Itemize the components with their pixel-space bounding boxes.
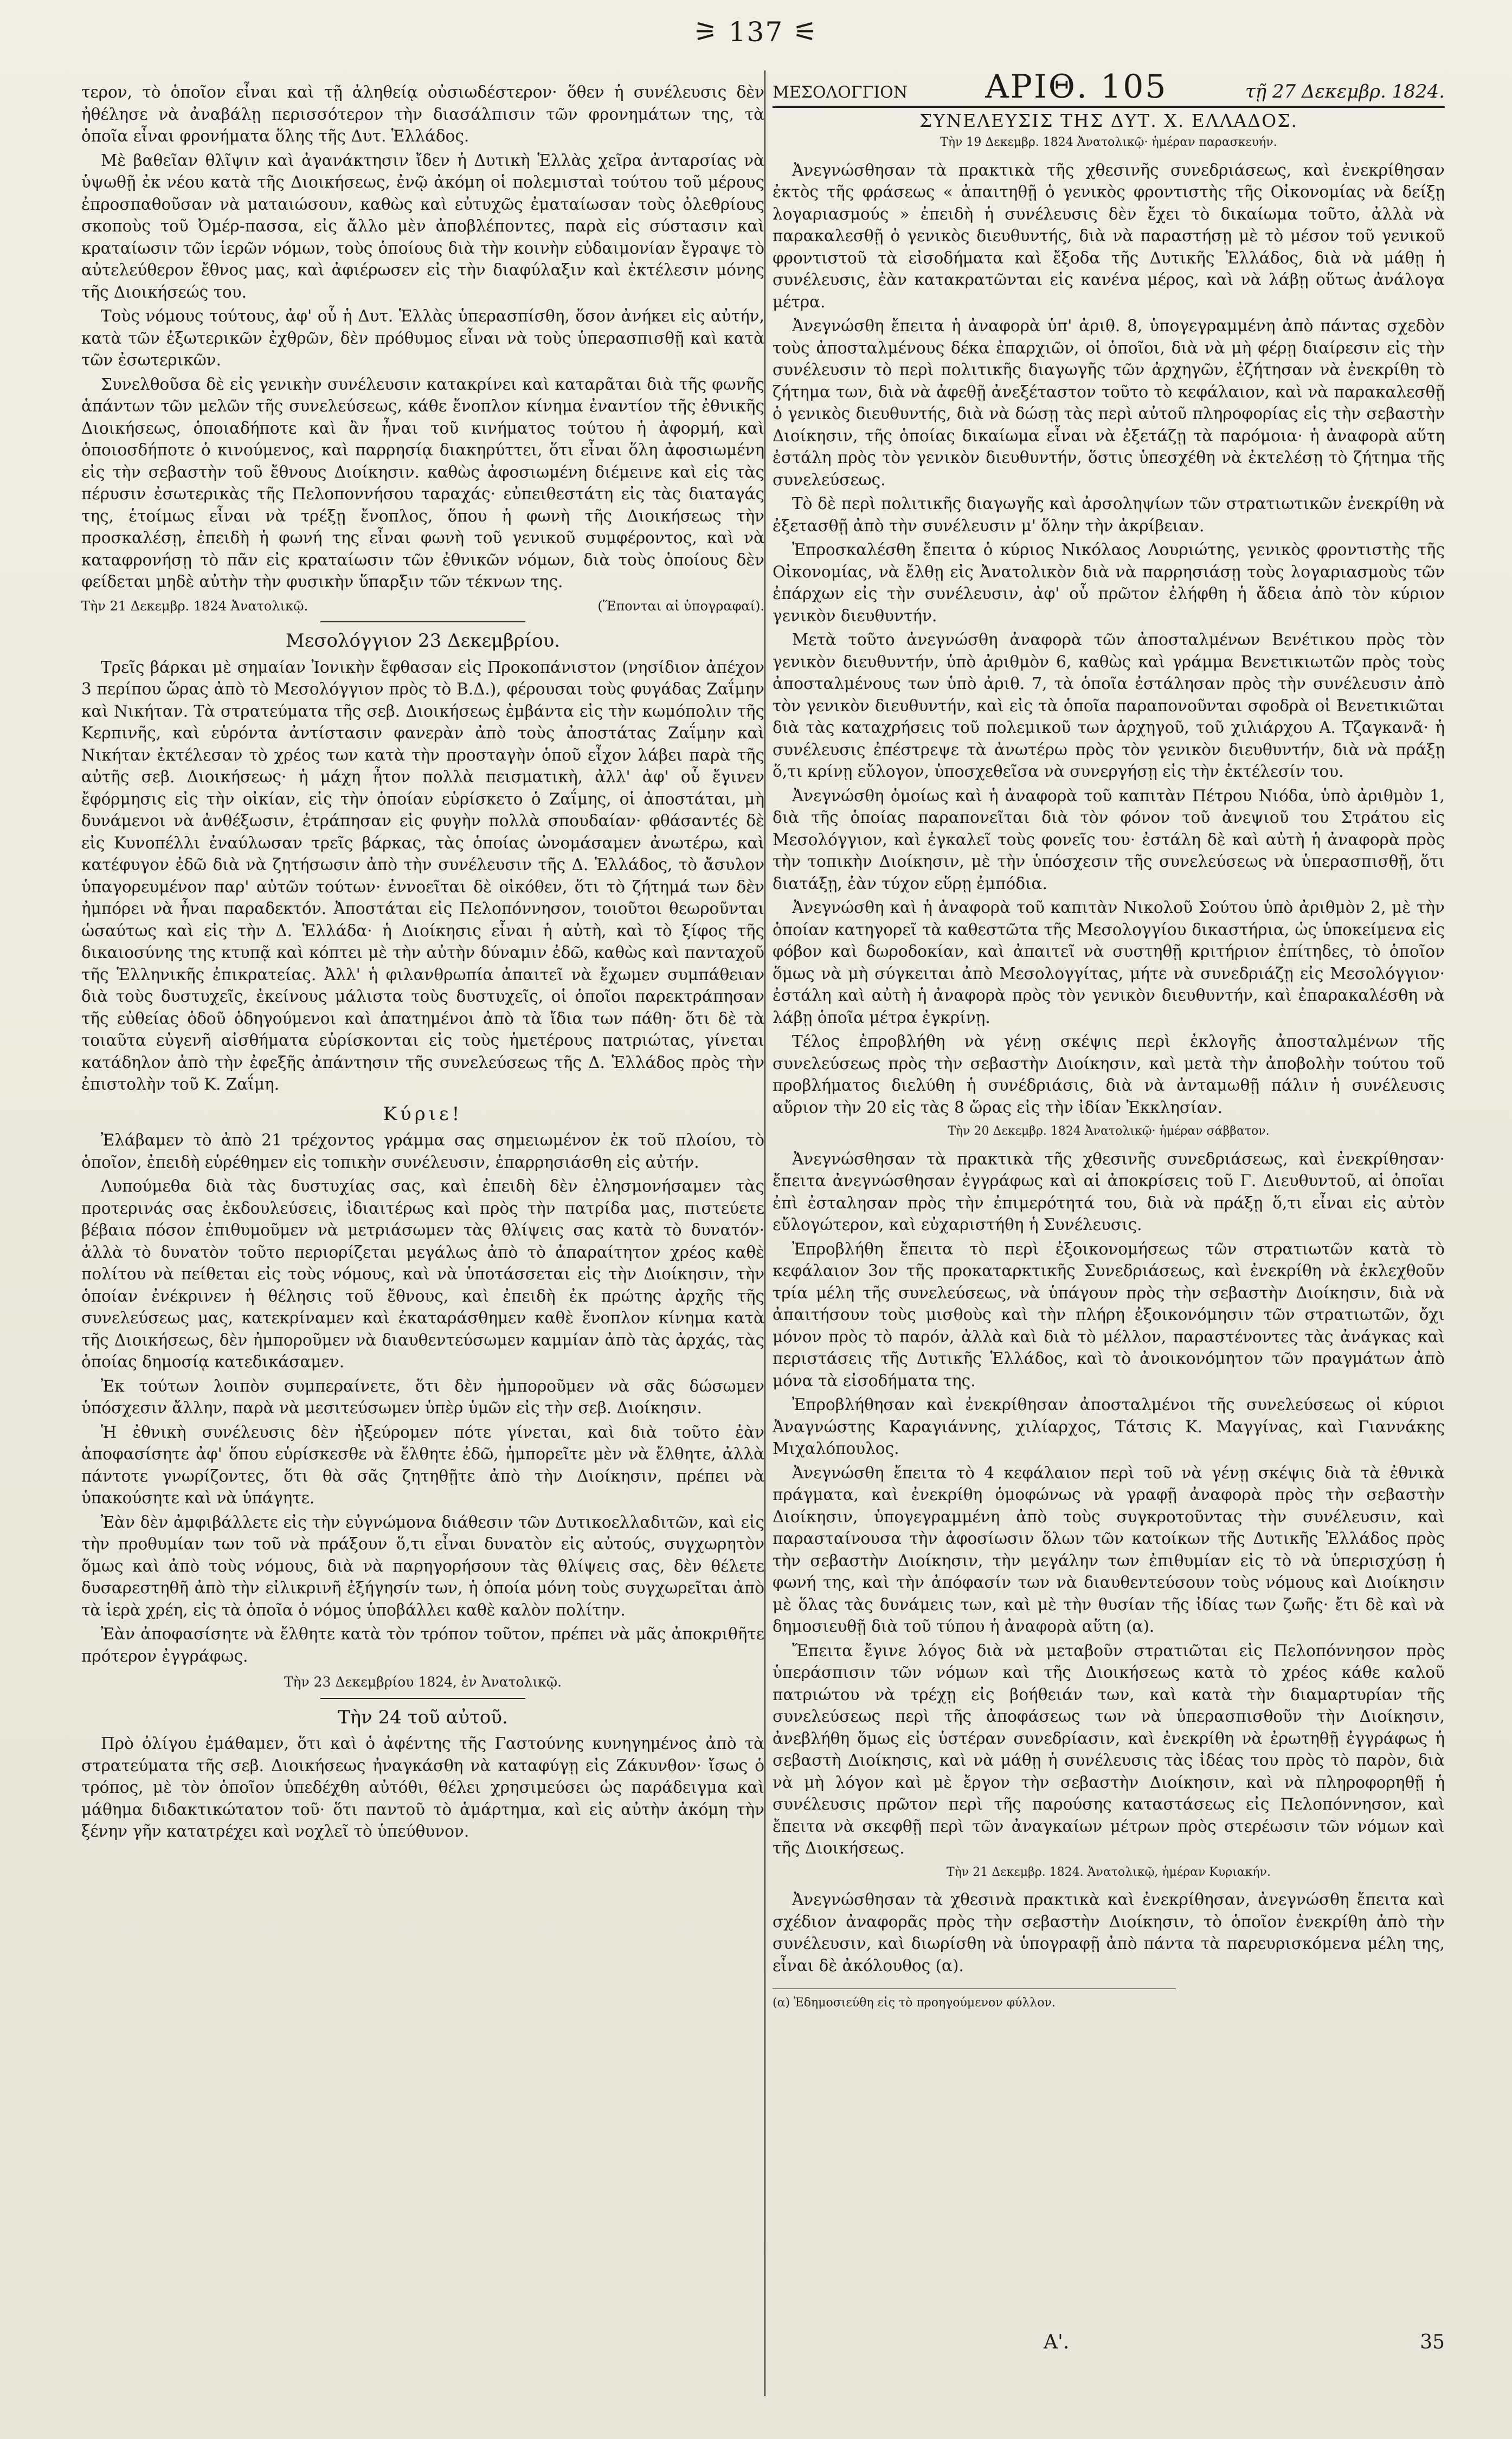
section-heading: Τὴν 24 τοῦ αὐτοῦ. xyxy=(338,1706,508,1728)
left-column xyxy=(81,81,764,1845)
paragraph: Μὲ βαθεῖαν θλῖψιν καὶ ἀγανάκτησιν ἴδεν ἡ Δυτικὴ Ἑλλὰς χεῖρα ἀνταρσίας νὰ ὑψωθῇ ἐκ νέου κατὰ τῆς Διοικήσεως, ἐνῷ ἀκόμη οἱ πολεμισταὶ τούτου τοῦ μέρους ἐπροσπαθοῦσαν νὰ ματαιώσουν, καθὼς καὶ εὐτυχῶς ἐματαίωσαν τοὺς ὀλεθρίους σκοποὺς τοῦ Ὀμέρ-πασσα, εἰς ἄλλο μὲν ἀποβλέποντες, παρὰ εἰς σύστασιν καὶ κραταίωσιν τῶν ἱερῶν νόμων, τοὺς ὁποίους διὰ τὴν κοινὴν εὐδαιμονίαν ἔγραψε τὸ αὐτελεύθερον ἔθνος μας, καὶ ἀφιέρωσεν εἰς τὴν διαφύλαξιν καὶ ἐκτέλεσιν μόνης τῆς Διοικήσεώς του. xyxy=(81,151,764,301)
paragraph: Ἡ ἐθνικὴ συνέλευσις δὲν ἠξεύρομεν πότε γίνεται, καὶ διὰ τοῦτο ἐὰν ἀποφασίσητε ἀφ' ὅπου εὑρίσκεσθε νὰ ἔλθητε ἐδῶ, ἠμπορεῖτε μὲν νὰ ἔλθητε, ἀλλὰ πάντοτε γνωρίζοντες, ὅτι θὰ σᾶς ζητηθῇτε ἀπὸ τὴν Διοίκησιν, πρέπει νὰ ὑπακούσητε καὶ νὰ ὑπάγητε. xyxy=(81,1423,764,1507)
paragraph: Λυπούμεθα διὰ τὰς δυστυχίας σας, καὶ ἐπειδὴ δὲν ἐλησμονήσαμεν τὰς προτερινάς σας ἐκδουλεύσεις, ἰδιαιτέρως καὶ πρὸς τὴν πατρίδα μας, πιστεύετε βέβαια πόσον ἐπιθυμοῦμεν νὰ μετριάσωμεν τὰς θλίψεις σας κατὰ τὸ δυνατόν· ἀλλὰ τὸ δυνατὸν τοῦτο περιορίζεται μεγάλως ἀπὸ τὸ ἀπαραίτητον χρέος καθὲ πολίτου νὰ πείθεται εἰς τοὺς νόμους, καὶ νὰ ὑποτάσσεται εἰς τὴν Διοίκησιν, τὴν ὁποίαν ἐνέκρινεν ἡ θέλησις τοῦ ἔθνους, καὶ ἐπειδὴ ἐκ πρώτης ἀρχῆς τῆς συνελεύσεως μας, κατεκρίναμεν καὶ ἐκαταράσθημεν καθὲ ἔνοπλον κίνημα κατὰ τῆς Διοικήσεως, δὲν ἠμποροῦμεν νὰ διαυθεντεύσωμεν καμμίαν ἀπὸ τὰς ἀρχάς, τὰς ὁποίας δημοσίᾳ κατεδικάσαμεν. xyxy=(81,1177,764,1371)
signatures-note: (Ἕπονται αἱ ὑπογραφαί). xyxy=(597,598,764,614)
session-dateline: Τὴν 20 Δεκεμβρ. 1824 Ἀνατολικῷ· ἡμέραν σάββατον. xyxy=(948,1124,1270,1138)
divider xyxy=(320,621,525,622)
session-dateline: Τὴν 21 Δεκεμβρ. 1824. Ἀνατολικῷ, ἡμέραν Κυριακήν. xyxy=(947,1865,1271,1879)
session-dateline: Τὴν 19 Δεκεμβρ. 1824 Ἀνατολικῷ· ἡμέραν παρασκευήν. xyxy=(940,136,1277,149)
paragraph: Ἀνεγνώσθη ἔπειτα ἡ ἀναφορὰ ὑπ' ἀριθ. 8, ὑπογεγραμμένη ἀπὸ πάντας σχεδὸν τοὺς ἀποσταλμένους δέκα ἐπαρχιῶν, οἱ ὁποῖοι, διὰ νὰ μὴ φέρῃ διαίρεσιν εἰς τὴν συνέλευσιν τὸ περὶ πολιτικῆς διαγωγῆς τῶν ἀρχηγῶν, ἐζήτησαν νὰ ἐνεκρίθη τὸ ζήτημα των, διὰ νὰ ἀφεθῇ ἀνεξέταστον τοῦτο τὸ κεφάλαιον, καὶ νὰ παρακαλεσθῇ ὁ γενικὸς διευθυντής, διὰ νὰ δώσῃ τὰς περὶ αὐτοῦ πληροφορίας εἰς τὴν σεβαστὴν Διοίκησιν, τῆς ὁποίας δικαίωμα εἶναι νὰ ἐξετάζῃ τὰ παρόμοια· ἡ ἀναφορὰ αὕτη ἐστάλη πρὸς τὸν γενικὸν διευθυντήν, ὅστις ὑπεσχέθη νὰ ἐκτελέσῃ τὸ ζήτημα τῆς συνελεύσεως. xyxy=(773,317,1445,489)
paragraph: Ἐὰν ἀποφασίσητε νὰ ἔλθητε κατὰ τὸν τρόπον τοῦτον, πρέπει νὰ μᾶς ἀποκριθῆτε πρότερον ἐγγράφως. xyxy=(81,1625,764,1665)
masthead xyxy=(773,68,1445,108)
paragraph: Συνελθοῦσα δὲ εἰς γενικὴν συνέλευσιν κατακρίνει καὶ καταρᾶται διὰ τῆς φωνῆς ἁπάντων τῶν μελῶν τῆς συνελεύσεως, κάθε ἔνοπλον κίνημα ἐναντίον τῆς ἐθνικῆς Διοικήσεως, ὁποιαδήποτε καὶ ἂν ἦναι τοῦ κινήματος τούτου ἡ ἀφορμή, καὶ ὁποιοσδήποτε ὁ κινούμενος, καὶ παρρησίᾳ διακηρύττει, ὅτι εἶναι ὅλη ἀφοσιωμένη εἰς τὴν σεβαστὴν τοῦ ἔθνους Διοίκησιν. καθὼς ἀφοσιωμένη διέμεινε καὶ εἰς τὰς πέρυσιν ἐσωτερικὰς τῆς Πελοποννήσου ταραχάς· εὐπειθεστάτη εἰς τὰς διαταγάς της, ἑτοίμως εἶναι νὰ τρέξῃ ἔνοπλος, ὅπου ἡ φωνὴ τῆς Διοικήσεως τὴν προσκαλέσῃ, ἐπειδὴ ἡ φωνή της εἶναι φωνὴ τοῦ γενικοῦ συμφέροντος, καὶ νὰ καταφρονήσῃ τὸ πᾶν εἰς κραταίωσιν τῶν ἐθνικῶν νόμων, διὰ τοὺς ὁποίους δὲν φείδεται μηδὲ αὐτὴν τὴν φυσικὴν ὕπαρξιν τῶν τέκνων της. xyxy=(81,375,764,591)
paragraph: Τέλος ἐπροβλήθη νὰ γένῃ σκέψις περὶ ἐκλογῆς ἀποσταλμένων τῆς συνελεύσεως πρὸς τὴν σεβαστὴν Διοίκησιν, καὶ μετὰ τὴν ἀποβολὴν τούτου τοῦ προβλήματος διελύθη ἡ συνέδριάσις, διὰ νὰ ἀνταμωθῇ πάλιν ἡ συνέλευσις αὔριον τὴν 20 εἰς τὰς 8 ὥρας εἰς τὴν ἰδίαν Ἐκκλησίαν. xyxy=(773,1032,1445,1117)
paragraph: τερον, τὸ ὁποῖον εἶναι καὶ τῇ ἀληθείᾳ οὐσιωδέστερον· ὅθεν ἡ συνέλευσις δὲν ἠθέλησε νὰ ἀναβάλῃ περισσότερον τὴν διασάλπισιν τῶν φρονημάτων της, τὰ ὁποῖα εἶναι φρονήματα ὅλης τῆς Δυτ. Ἑλλάδος. xyxy=(81,83,764,145)
paragraph: Ἀνεγνώσθη καὶ ἡ ἀναφορὰ τοῦ καπιτὰν Νικολοῦ Σούτου ὑπὸ ἀριθμὸν 2, μὲ τὴν ὁποίαν κατηγορεῖ τὰ καθεστῶτα τῆς Μεσολογγίου δικαστήρια, ὡς ὑποκείμενα εἰς φόβον καὶ δωροδοκίαν, καὶ ἀπαιτεῖ νὰ συστηθῇ κριτήριον ἐπίτηδες, τὸ ὁποῖον ὅμως νὰ μὴ σύγκειται ἀπὸ Μεσολογγίτας, μήτε νὰ συνεδριάζῃ εἰς Μεσολόγγιον· ἐστάλη καὶ αὐτὴ ἡ ἀναφορὰ πρὸς τὸν γενικὸν διευθυντήν, καὶ ἐπαρακαλέσθη νὰ λάβῃ ὁποῖα μέτρα ἐγκρίνῃ. xyxy=(773,898,1445,1027)
salutation: Κύριε! xyxy=(383,1103,463,1125)
column-divider xyxy=(764,70,765,2396)
sheet-number: 35 xyxy=(1420,2331,1445,2353)
masthead-place: ΜΕΣΟΛΟΓΓΙΟΝ xyxy=(773,83,908,102)
article-title: ΣΥΝΕΛΕΥΣΙΣ ΤΗΣ ΔΥΤ. Χ. ΕΛΛΑΔΟΣ. xyxy=(919,110,1298,131)
paragraph: Πρὸ ὀλίγου ἐμάθαμεν, ὅτι καὶ ὁ ἀφέντης τῆς Γαστούνης κυνηγημένος ἀπὸ τὰ στρατεύματα τῆς σεβ. Διοικήσεως ἠναγκάσθη νὰ καταφύγῃ εἰς Ζάκυνθον· ἴσως ὁ τρόπος, μὲ τὸν ὁποῖον ὑπεδέχθη αὐτόθι, θέλει χρησιμεύσει ὡς παράδειγμα καὶ μάθημα διδακτικώτατον τοῦ· ὅτι παντοῦ τὸ ἁμάρτημα, καὶ εἰς αὐτὴν ἀκόμη τὴν ξένην γῆν κατατρέχει καὶ νοχλεῖ τὸ ὑπεύθυνον. xyxy=(81,1734,764,1840)
dateline: Τὴν 21 Δεκεμβρ. 1824 Ἀνατολικῷ. xyxy=(81,598,308,614)
right-column xyxy=(773,68,1445,2015)
paragraph: Ἀνεγνώσθησαν τὰ χθεσινὰ πρακτικὰ καὶ ἐνεκρίθησαν, ἀνεγνώσθη ἔπειτα καὶ σχέδιον ἀναφορᾶς πρὸς τὴν σεβαστὴν Διοίκησιν, τὸ ὁποῖον ἐνεκρίθη ἀπὸ τὴν συνέλευσιν, καὶ διωρίσθη νὰ ὑπογραφῇ ἀπὸ πάντα τὰ παρευρισκόμενα μέλη της, εἶναι δὲ ἀκόλουθος (α). xyxy=(773,1890,1445,1975)
issue-date: τῇ 27 Δεκεμβρ. 1824. xyxy=(1245,81,1445,102)
section-heading: Μεσολόγγιον 23 Δεκεμβρίου. xyxy=(285,630,561,652)
page-number: ⚞ 137 ⚟ xyxy=(693,16,819,48)
paragraph: Ἔπειτα ἔγινε λόγος διὰ νὰ μεταβοῦν στρατιῶται εἰς Πελοπόννησον πρὸς ὑπεράσπισιν τῶν νόμων καὶ τῆς Διοικήσεως κατὰ τὸ χρέος κάθε καλοῦ πατριώτου νὰ τρέχῃ εἰς βοήθειάν των, καὶ κατὰ τὴν διαμαρτυρίαν τῆς συνελεύσεως περὶ τῆς ἀποφάσεως των νὰ ὑπερασπισθοῦν τὴν Διοίκησιν, ἀνεβλήθη ὅμως εἰς ὑστέραν συνεδρίασιν, καὶ ἐνεκρίθη νὰ ἐρωτηθῇ ἐγγράφως ἡ σεβαστὴ Διοίκησις, καὶ νὰ μάθῃ ἡ συνέλευσις τὰς ἰδέας του πρὸς τὸ παρὸν, διὰ νὰ μὴ λόγον καὶ μὲ ἔργον τὴν σεβαστὴν Διοίκησιν, καὶ νὰ πληροφορηθῇ ἡ συνέλευσις πρῶτον περὶ τῆς παρούσης καταστάσεως εἰς Πελοπόννησον, καὶ ἔπειτα νὰ σκεφθῇ περὶ τῶν ἀναγκαίων μέτρων πρὸς στερέωσιν τῶν νόμων καὶ τῆς Διοικήσεως. xyxy=(773,1641,1445,1857)
paragraph: Ἀνεγνώσθη ἔπειτα τὸ 4 κεφάλαιον περὶ τοῦ νὰ γένῃ σκέψις διὰ τὰ ἐθνικὰ πράγματα, καὶ ἐνεκρίθη ὁμοφώνως νὰ γραφῇ ἀναφορὰ πρὸς τὴν σεβαστὴν Διοίκησιν, ὑπογεγραμμένη ἀπὸ τοὺς συγκροτοῦντας τὴν συνέλευσιν, καὶ παρασταίνουσα τὴν ἀφοσίωσιν ὅλων τῶν κατοίκων τῆς Δυτικῆς Ἑλλάδος πρὸς τὴν σεβαστὴν Διοίκησιν, τὴν μεγάλην των ἐπιθυμίαν εἰς τὸ νὰ ὑπερισχύσῃ ἡ φωνή της, καὶ τὴν ἀπόφασίν των νὰ διαυθεντεύσουν τοὺς νόμους καὶ Διοίκησιν μὲ ὅλας τὰς δυνάμεις των, καὶ μὲ τὴν θυσίαν τῆς ἰδίας των ζωῆς· ἔτι δὲ καὶ νὰ δημοσιευθῇ διὰ τοῦ τύπου ἡ ἀναφορὰ αὕτη (α). xyxy=(773,1463,1445,1636)
paragraph: Τὸ δὲ περὶ πολιτικῆς διαγωγῆς καὶ ἀρσοληψίων τῶν στρατιωτικῶν ἐνεκρίθη νὰ ἐξετασθῇ ἀπὸ τὴν συνέλευσιν μ' ὅλην τὴν ἀκρίβειαν. xyxy=(773,494,1445,535)
paragraph: Ἐπροβλήθη ἔπειτα τὸ περὶ ἐξοικονομήσεως τῶν στρατιωτῶν κατὰ τὸ κεφάλαιον 3ον τῆς προκαταρκτικῆς Συνεδριάσεως, καὶ ἐνεκρίθη νὰ ἐκλεχθοῦν τρία μέλη τῆς συνελεύσεως, νὰ ὑπάγουν πρὸς τὴν σεβαστὴν Διοίκησιν, διὰ νὰ ἀπαιτήσουν τοὺς μισθοὺς καὶ τὴν πλήρη ἐξοικονόμησιν τῶν στρατιωτῶν, ὄχι μόνον πρὸς τὸ παρόν, ἀλλὰ καὶ διὰ τὸ μέλλον, παραστένοντες τὰς ἀνάγκας καὶ περιστάσεις τῆς Δυτικῆς Ἑλλάδος, καὶ τὸ ἀνοικονόμητον τῶν πραγμάτων ἀπὸ μόνα τὰ εἰσοδήματα της. xyxy=(773,1239,1445,1390)
paragraph: Μετὰ τοῦτο ἀνεγνώσθη ἀναφορὰ τῶν ἀποσταλμένων Βενέτικου πρὸς τὸν γενικὸν διευθυντήν, ὑπὸ ἀριθμὸν 6, καθὼς καὶ γράμμα Βενετικιωτῶν πρὸς τοὺς ἀποσταλμένους των ὑπὸ ἀριθ. 7, τὰ ὁποῖα ἐστάλησαν πρὸς τὴν συνέλευσιν ἀπὸ τὸν γενικὸν διευθυντήν, καὶ εἰς τὰ ὁποῖα παραπονοῦνται σφοδρὰ οἱ Βενετικιῶται διὰ τὰς καταχρήσεις τοῦ πολεμικοῦ των ἀρχηγοῦ, τοῦ χιλιάρχου Α. Τζαγκανᾶ· ἡ συνέλευσις ἐπέστρεψε τὰ ἀνωτέρω πρὸς τὸν γενικὸν διευθυντήν, διὰ νὰ πράξῃ ὅ,τι κρίνῃ εὔλογον, ὑποσχεθεῖσα νὰ συνεργήσῃ εἰς τὴν ἐκτέλεσίν του. xyxy=(773,630,1445,781)
dateline: Τὴν 23 Δεκεμβρίου 1824, ἐν Ἀνατολικῷ. xyxy=(284,1674,562,1690)
paragraph: Ἐκ τούτων λοιπὸν συμπεραίνετε, ὅτι δὲν ἠμποροῦμεν νὰ σᾶς δώσωμεν ὑπόσχεσιν ἄλλην, παρὰ νὰ μεσιτεύσωμεν ὑπὲρ ὑμῶν εἰς τὴν σεβ. Διοίκησιν. xyxy=(81,1376,764,1417)
paragraph: Ἀνεγνώσθη ὁμοίως καὶ ἡ ἀναφορὰ τοῦ καπιτὰν Πέτρου Νιόδα, ὑπὸ ἀριθμὸν 1, διὰ τῆς ὁποίας παραπονεῖται διὰ τὸν φόνον τοῦ ἀνεψιοῦ του Στράτου εἰς Μεσολόγγιον, καὶ ἐγκαλεῖ τοὺς φονεῖς του· ἐστάλη δὲ καὶ αὐτὴ ἡ ἀναφορὰ πρὸς τὴν τοπικὴν Διοίκησιν, μὲ τὴν ὑπόσχεσιν τῆς συνελεύσεως νὰ ὑπερασπισθῇ, ὅτι διατάξῃ, ἐὰν τύχον εὕρῃ ἐμπόδια. xyxy=(773,786,1445,893)
paragraph: Τοὺς νόμους τούτους, ἀφ' οὗ ἡ Δυτ. Ἑλλὰς ὑπερασπίσθη, ὅσον ἀνήκει εἰς αὐτήν, κατὰ τῶν ἐξωτερικῶν ἐχθρῶν, δὲν πρόθυμος εἶναι νὰ τοὺς ὑπερασπισθῇ καὶ κατὰ τῶν ἐσωτερικῶν. xyxy=(81,307,764,369)
divider xyxy=(320,1698,525,1699)
page-footer xyxy=(773,2331,1445,2353)
footnote: (α) Ἐδημοσιεύθη εἰς τὸ προηγούμενον φύλλον. xyxy=(773,1988,1176,2015)
paragraph: Ἐπροσκαλέσθη ἔπειτα ὁ κύριος Νικόλαος Λουριώτης, γενικὸς φροντιστὴς τῆς Οἰκονομίας, νὰ ἔλθῃ εἰς Ἀνατολικὸν διὰ νὰ παρρησιάσῃ τοὺς λογαριασμοὺς τῶν ἐπάρχων εἰς τὴν συνέλευσιν, ἀφ' οὗ πρῶτον ἐλήφθη ἡ ἄδεια ἀπὸ τὸν κύριον γενικὸν διευθυντήν. xyxy=(773,540,1445,625)
issue-number: ΑΡΙΘ. 105 xyxy=(985,68,1168,106)
paragraph: Τρεῖς βάρκαι μὲ σημαίαν Ἰονικὴν ἔφθασαν εἰς Προκοπάνιστον (νησίδιον ἀπέχον 3 περίπου ὥρας ἀπὸ τὸ Μεσολόγγιον πρὸς τὸ Β.Δ.), φέρουσαι τοὺς φυγάδας Ζαΐμην καὶ Νικήταν. Τὰ στρατεύματα τῆς σεβ. Διοικήσεως ἐμβάντα εἰς τὴν κωμόπολιν τῆς Κερπινῆς, καὶ εὑρόντα ἀντίστασιν φανερὰν ἀπὸ τοὺς ἀποστάτας Ζαΐμην καὶ Νικήταν ἐκτέλεσαν τὸ χρέος των κατὰ τὴν προσταγὴν ὁποῦ εἶχον λάβει παρὰ τῆς αὐτῆς σεβ. Διοικήσεως· ἡ μάχη ἦτον πολλὰ πεισματικὴ, ἀλλ' ἀφ' οὗ ἔγινεν ἔφόρμησις εἰς τὴν οἰκίαν, εἰς τὴν ὁποίαν εὑρίσκετο ὁ Ζαΐμης, οἱ ἀποστάται, μὴ δυνάμενοι νὰ ἀνθέξωσιν, ἐτράπησαν εἰς φυγὴν πολλὰ σπουδαίαν· φθάσαντές δὲ εἰς Κυνοπέλλι ἐναύλωσαν τρεῖς βάρκας, τὰς ὁποίας ὠνομάσαμεν ἀνωτέρω, καὶ κατέφυγον ἐδῶ διὰ νὰ ζητήσωσιν ἀπὸ τὴν συνέλευσιν τῆς Δ. Ἑλλάδος, τὸ ἄσυλον ὑπαγορευμένον παρ' αὐτῶν τούτων· ἐννοεῖται δὲ οἰκόθεν, ὅτι τὸ ζήτημά των δὲν ἠμπόρει νὰ ἦναι παραδεκτόν. Ἀποστάται εἰς Πελοπόννησον, τοιοῦτοι θεωροῦνται ὡσαύτως καὶ εἰς τὴν Δ. Ἑλλάδα· ἡ Διοίκησις εἶναι ἡ αὐτὴ, καὶ τὸ ξίφος τῆς δικαιοσύνης της κτυπᾷ καὶ κόπτει μὲ τὴν αὐτὴν δύναμιν ἐδῶ, καθὼς καὶ πανταχοῦ τῆς Ἑλληνικῆς ἐπικρατείας. Ἀλλ' ἡ φιλανθρωπία ἀπαιτεῖ νὰ ἔχωμεν συμπάθειαν διὰ τοὺς δυστυχεῖς, ἐκείνους μάλιστα τοὺς δυστυχεῖς, οἱ ὁποῖοι παρεκτράπησαν τῆς εὐθείας ὁδοῦ ὁδηγούμενοι καὶ ἀπατημένοι ἀπὸ τὰ ἴδια των πάθη· ὅτι δὲ τὰ τοιαῦτα εὐγενῆ αἰσθήματα εὑρίσκονται εἰς τοὺς ἡμετέρους πατριώτας, γίνεται κατάδηλον ἀπὸ τὴν ἐφεξῆς ἀπάντησιν τῆς συνελεύσεως τῆς Δ. Ἑλλάδος πρὸς τὴν ἐπιστολὴν τοῦ Κ. Ζαΐμη. xyxy=(81,658,764,1093)
paragraph: Ἐλάβαμεν τὸ ἀπὸ 21 τρέχοντος γράμμα σας σημειωμένον ἐκ τοῦ πλοίου, τὸ ὁποῖον, ἐπειδὴ εὑρέθημεν εἰς τοπικὴν συνέλευσιν, ἐπαρρησιάσθη εἰς αὐτήν. xyxy=(81,1131,764,1172)
paragraph: Ἀνεγνώσθησαν τὰ πρακτικὰ τῆς χθεσινῆς συνεδριάσεως, καὶ ἐνεκρίθησαν· ἔπειτα ἀνεγνώσθησαν ἐγγράφως καὶ αἱ ἀποκρίσεις τοῦ Γ. Διευθυντοῦ, αἱ ὁποῖαι ἐπὶ ἐσταλησαν πρὸς τὴν ἐπιμερότητά του, διὰ νὰ πράξῃ ὅ,τι εἶναι εἰς αὐτὸν εὔλογώτερον, καὶ εὐχαριστήθη ἡ Συνέλευσις. xyxy=(773,1149,1445,1234)
paragraph: Ἐπροβλήθησαν καὶ ἐνεκρίθησαν ἀποσταλμένοι τῆς συνελεύσεως οἱ κύριοι Ἀναγνώστης Καραγιάννης, χιλίαρχος, Τάτσις Κ. Μαγγίνας, καὶ Γιαννάκης Μιχαλόπουλος. xyxy=(773,1395,1445,1458)
paragraph: Ἀνεγνώσθησαν τὰ πρακτικὰ τῆς χθεσινῆς συνεδριάσεως, καὶ ἐνεκρίθησαν ἐκτὸς τῆς φράσεως « ἀπαιτηθῇ ὁ γενικὸς φροντιστὴς τῆς Οἰκονομίας νὰ δείξῃ λογαριασμούς » ἐπειδὴ ἡ συνέλευσις δὲν ἔχει τὸ δικαίωμα τοῦτο, ἀλλὰ νὰ παρακαλεσθῇ ὁ γενικὸς διευθυντής, διὰ νὰ παραστήσῃ μὲ τὸ μέσον τοῦ γενικοῦ φροντιστοῦ τὰ εἰσοδήματα καὶ ἔξοδα τῆς Δυτικῆς Ἑλλάδος, διὰ νὰ μάθῃ ἡ συνέλευσις, ἐὰν κατακρατῶνται εἰς κανένα μέρος, καὶ νὰ λάβῃ οὕτως ἀνάλογα μέτρα. xyxy=(773,160,1445,311)
signature-mark: Α'. xyxy=(1044,2331,1070,2353)
paragraph: Ἐὰν δὲν ἀμφιβάλλετε εἰς τὴν εὐγνώμονα διάθεσιν τῶν Δυτικοελλαδιτῶν, καὶ εἰς τὴν προθυμίαν των τοῦ νὰ πράξουν ὅ,τι εἶναι δυνατὸν εἰς αὐτούς, συγχωρητὸν ὅμως καὶ ἀπὸ τοὺς νόμους, διὰ νὰ παρηγορήσουν τὰς θλίψεις σας, δὲν θέλετε δυσαρεστηθῆ ἀπὸ τὴν εἰλικρινῆ ἐξήγησίν των, ἡ ὁποία μόνη τοὺς συγχωρεῖται ἀπὸ τὰ ἱερὰ χρέη, εἰς τὰ ὁποῖα ὁ νόμος ὑποβάλλει καθὲ καλὸν πολίτην. xyxy=(81,1513,764,1619)
